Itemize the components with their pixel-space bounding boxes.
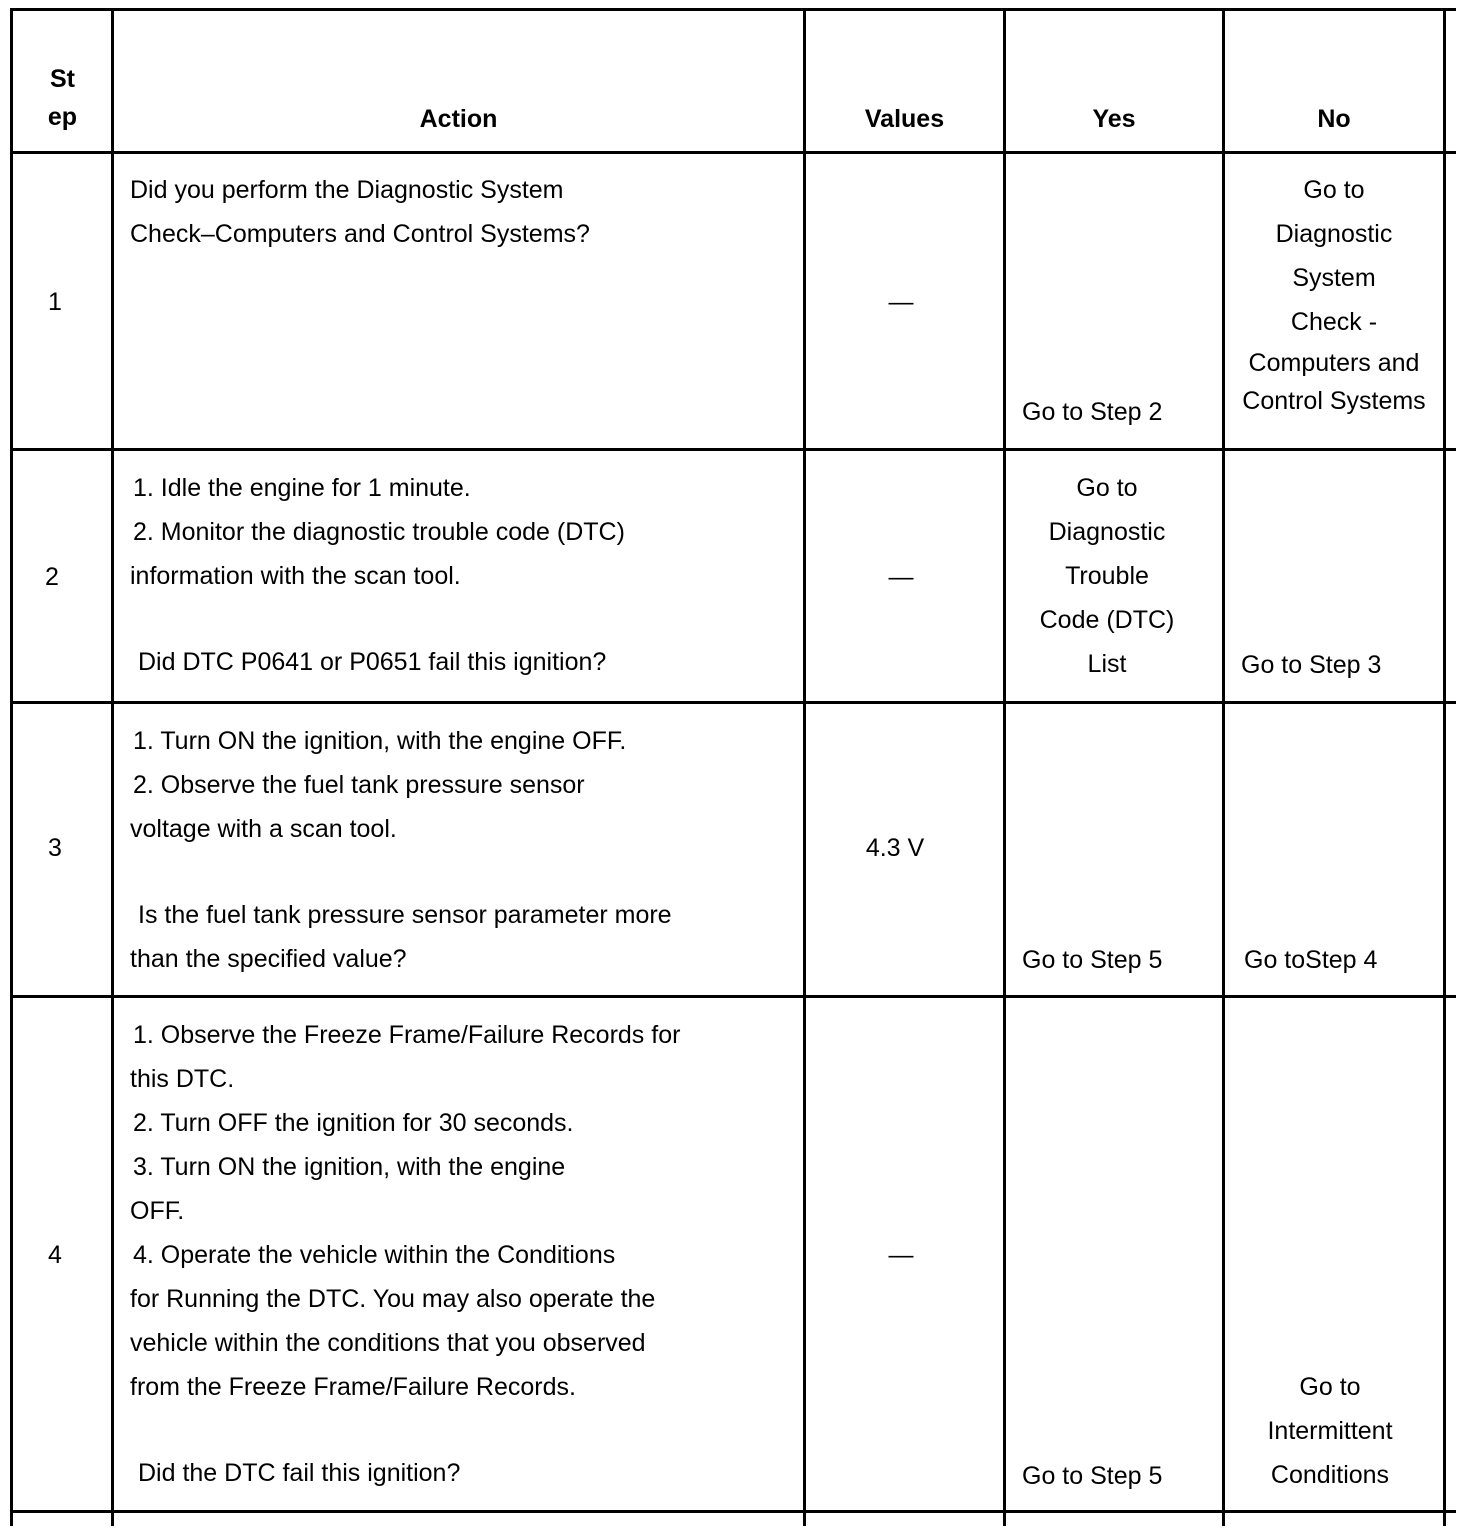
- row-2-yes: [1006, 466, 1208, 686]
- header-yes: Yes: [1092, 105, 1136, 133]
- row-2-no: Go to Step 3: [1241, 651, 1382, 679]
- no-line: Control Systems: [1242, 387, 1426, 415]
- action-line: 1. Observe the Freeze Frame/Failure Records for: [133, 1021, 681, 1049]
- no-line: Go to: [1299, 1373, 1361, 1401]
- action-line: 1. Turn ON the ignition, with the engine OFF.: [133, 727, 627, 755]
- action-line: this DTC.: [130, 1065, 235, 1093]
- row-1-no: [1225, 168, 1443, 420]
- header-no: No: [1317, 105, 1351, 133]
- row-4-yes: Go to Step 5: [1022, 1462, 1163, 1490]
- action-line: 2. Monitor the diagnostic trouble code (DTC): [133, 518, 625, 546]
- row-3-step: 3: [48, 834, 62, 862]
- row-1-action: [130, 168, 590, 256]
- action-line: voltage with a scan tool.: [130, 815, 397, 843]
- row-divider: [10, 701, 1456, 704]
- column-divider: [803, 8, 806, 1526]
- table-border-bottom: [10, 1510, 1456, 1513]
- row-3-value: 4.3 V: [865, 834, 925, 862]
- row-1-value: —: [888, 288, 914, 316]
- row-1-yes: Go to Step 2: [1022, 398, 1163, 426]
- no-line: Go to: [1303, 176, 1365, 204]
- row-3-yes: Go to Step 5: [1022, 946, 1163, 974]
- action-line: 3. Turn ON the ignition, with the engine: [133, 1153, 566, 1181]
- action-line: Check–Computers and Control Systems?: [130, 220, 590, 248]
- action-line: vehicle within the conditions that you observed: [130, 1329, 646, 1357]
- action-line: 4. Operate the vehicle within the Conditions: [133, 1241, 616, 1269]
- action-line: information with the scan tool.: [130, 562, 461, 590]
- no-line: Intermittent: [1267, 1417, 1393, 1445]
- yes-line: Code (DTC): [1039, 606, 1175, 634]
- action-line: OFF.: [130, 1197, 185, 1225]
- no-line: Check -: [1290, 308, 1378, 336]
- no-line: System: [1292, 264, 1376, 292]
- row-divider: [10, 151, 1456, 154]
- yes-line: Go to: [1076, 474, 1138, 502]
- header-step-line: ep: [47, 103, 78, 131]
- yes-line: Diagnostic: [1048, 518, 1166, 546]
- row-4-action: [130, 1013, 680, 1495]
- action-line: 1. Idle the engine for 1 minute.: [133, 474, 471, 502]
- row-divider: [10, 448, 1456, 451]
- action-line: 2. Turn OFF the ignition for 30 seconds.: [133, 1109, 574, 1137]
- row-4-no: [1225, 1365, 1435, 1497]
- yes-line: List: [1087, 650, 1127, 678]
- action-line: from the Freeze Frame/Failure Records.: [130, 1373, 576, 1401]
- header-action: Action: [419, 105, 498, 133]
- diagnostic-table: [10, 8, 1456, 1526]
- action-line: Did the DTC fail this ignition?: [138, 1459, 461, 1487]
- column-divider: [111, 8, 114, 1526]
- row-3-no: Go toStep 4: [1244, 946, 1378, 974]
- row-3-action: [130, 719, 672, 981]
- action-line: for Running the DTC. You may also operate the: [130, 1285, 656, 1313]
- row-2-step: 2: [45, 563, 59, 591]
- row-1-step: 1: [48, 288, 62, 316]
- action-line: than the specified value?: [130, 945, 407, 973]
- action-line: Did DTC P0641 or P0651 fail this ignition?: [138, 648, 607, 676]
- no-line: Diagnostic: [1275, 220, 1393, 248]
- header-step-line: St: [50, 65, 75, 93]
- action-line: Did you perform the Diagnostic System: [130, 176, 564, 204]
- action-line: 2. Observe the fuel tank pressure sensor: [133, 771, 585, 799]
- header-values: Values: [864, 105, 945, 133]
- table-border-left: [10, 8, 13, 1526]
- row-divider: [10, 995, 1456, 998]
- table-border-top: [10, 8, 1456, 11]
- row-2-action: [130, 466, 625, 684]
- table-border-right: [1443, 8, 1446, 1526]
- yes-line: Trouble: [1065, 562, 1149, 590]
- row-4-value: —: [888, 1241, 914, 1269]
- no-line: Computers and: [1248, 349, 1420, 377]
- no-line: Conditions: [1270, 1461, 1390, 1489]
- column-divider: [1003, 8, 1006, 1526]
- action-line: Is the fuel tank pressure sensor parameter more: [138, 901, 672, 929]
- row-4-step: 4: [48, 1241, 62, 1269]
- header-step: [14, 60, 111, 136]
- row-2-value: —: [888, 563, 914, 591]
